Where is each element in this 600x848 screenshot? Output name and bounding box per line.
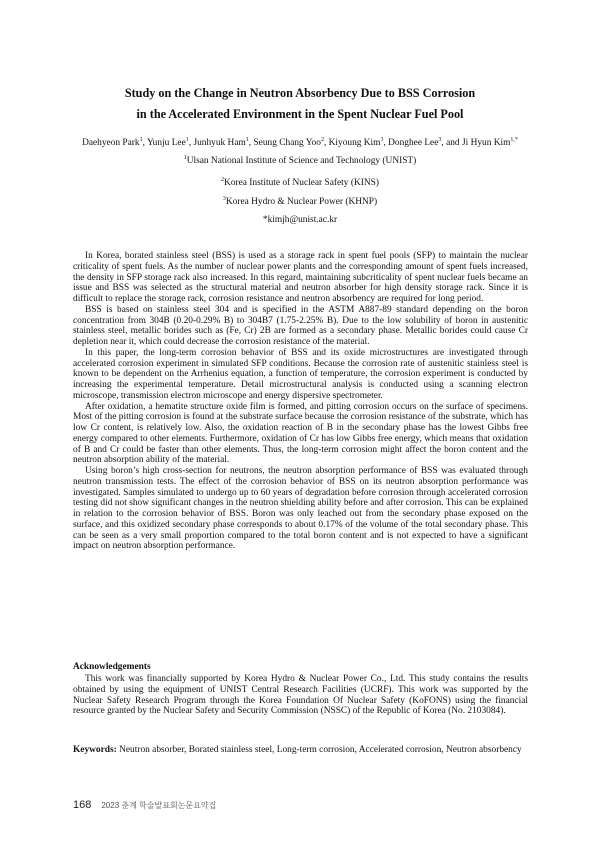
body-paragraph: After oxidation, a hematite structure oxide film is formed, and pitting corrosion occurs on the surface of specimens. Most of the pitting corrosion is found at the substrate surface because the corrosion resistance of the substrate, which has low Cr content, is relatively low. Also, the oxidation reaction of B in the secondary phase has the lowest Gibbs free energy compared to other elements. Furthermore, oxidation of Cr has low Gibbs free energy, which means that oxidation of B and Cr could be faster than other elements. Thus, the long-term corrosion might affect the boron content and the neutron absorption ability of the material. xyxy=(73,401,528,466)
author: Seung Chang Yoo xyxy=(253,138,321,148)
page-footer xyxy=(73,795,216,813)
title-line-1: Study on the Change in Neutron Absorbency Due to BSS Corrosion xyxy=(124,86,476,100)
title-line-2: in the Accelerated Environment in the Spent Nuclear Fuel Pool xyxy=(136,107,464,121)
author: Donghee Lee xyxy=(388,138,439,148)
author-list: Daehyeon Park$^1$, Yunju Lee$^1$, Junhyuk Ham$^1$, Seung Chang Yoo$^2$, Kiyoung Kim$^3$, Donghee Lee$^3$, and Ji Hyun Kim$^{1,*}$ xyxy=(82,136,518,148)
body-paragraph: In this paper, the long-term corrosion behavior of BSS and its oxide microstructures are investigated through accelerated corrosion experiment in simulated SFP conditions. Because the corrosion rate of austenitic stainless steel is known to be dependent on the Arrhenius equation, a function of temperature, the corrosion experiment is conducted by increasing the experimental temperature. Detail microstructural analysis is conducted using a scanning electron microscope, transmission electron microscope and energy dispersive spectrometer. xyxy=(73,347,528,401)
affiliation-text: Korea Hydro & Nuclear Power (KHNP) xyxy=(225,197,378,207)
author: Kiyoung Kim xyxy=(328,138,381,148)
corresponding-email: *kimjh@unist.ac.kr xyxy=(262,215,338,225)
author-affiliation-mark: 1 xyxy=(245,136,249,143)
keywords-text: Neutron absorber, Borated stainless steel, Long-term corrosion, Accelerated corrosion, Neutron absorbency xyxy=(119,745,522,755)
acknowledgements-section xyxy=(73,674,528,717)
body-paragraph: BSS is based on stainless steel 304 and is specified in the ASTM A887-89 standard depending on the boron concentration from 304B (0.20-0.29% B) to 304B7 (1.75-2.25% B). Due to the low solubility of boron in austenitic stainless steel, metallic borides such as (Fe, Cr) 2B are formed as a secondary phase. Metallic borides could cause Cr depletion near it, which could decrease the corrosion resistance of the material. xyxy=(73,304,528,347)
author: Junhyuk Ham xyxy=(193,138,246,148)
affiliation-text: Ulsan National Institute of Science and Technology (UNIST) xyxy=(186,156,417,166)
body-paragraph: Using boron’s high cross-section for neutrons, the neutron absorption performance of BSS was evaluated through neutron transmission tests. The effect of the corrosion behavior of BSS on its neutron absorption performance was investigated. Samples simulated to undergo up to 60 years of degradation before corrosion through accelerated corrosion testing did not show significant changes in the neutron shielding ability before and after corrosion. This can be explained in relation to the corrosion behavior of BSS. Boron was only leached out from the secondary phase exposed on the surface, and this oxidized secondary phase corresponds to about 0.17% of the volume of the total secondary phase. This can be seen as a very small proportion compared to the total boron content and is not expected to have a significant impact on neutron absorption performance. xyxy=(73,466,528,552)
affiliation xyxy=(60,177,540,189)
paper-title xyxy=(60,83,540,125)
author-affiliation-mark: 1 xyxy=(185,136,189,143)
affiliation xyxy=(60,155,540,167)
affiliation-text: Korea Institute of Nuclear Safety (KINS) xyxy=(224,178,379,188)
author-affiliation-mark: 3 xyxy=(438,136,442,143)
acknowledgements-text: This work was financially supported by Korea Hydro & Nuclear Power Co., Ltd. This study contains the results obtained by using the equipment of UNIST Central Research Facilities (UCRF). This work was supported by the Nuclear Safety Research Program through the Korea Foundation Of Nuclear Safety (KoFONS) using the financial resource granted by the Nuclear Safety and Security Commission (NSSC) of the Republic of Korea (No. 2103084). xyxy=(73,674,528,717)
keywords-section xyxy=(73,745,528,756)
author-affiliation-mark: 2 xyxy=(320,136,324,143)
author: Ji Hyun Kim xyxy=(461,138,511,148)
abstract-body xyxy=(73,251,528,552)
keywords-label: Keywords: xyxy=(73,745,117,755)
author-affiliation-mark: 1,* xyxy=(510,136,518,143)
footer-text: 2023 춘계 학술발표회논문요약집 xyxy=(101,801,217,810)
body-paragraph: In Korea, borated stainless steel (BSS) is used as a storage rack in spent fuel pools (SFP) to maintain the nuclear criticality of spent fuels. As the number of nuclear power plants and the corresponding amount of spent fuels increased, the density in SFP storage rack also increased. In this regard, maintaining subcriticality of spent nuclear fuels became an issue and BSS was selected as the structural material and neutron absorber for high density storage rack. Since it is difficult to replace the storage rack, corrosion resistance and neutron absorbency are required for long period. xyxy=(73,251,528,304)
affiliation xyxy=(60,196,540,208)
affiliation-mark: 3 xyxy=(222,195,226,202)
author-affiliation-mark: 1 xyxy=(139,136,143,143)
page-number: 168 xyxy=(73,799,92,811)
affiliation-mark: 2 xyxy=(221,176,225,183)
author: Daehyeon Park xyxy=(82,138,140,148)
acknowledgements-heading: Acknowledgements xyxy=(73,662,151,672)
author-affiliation-mark: 3 xyxy=(380,136,384,143)
affiliation-mark: 1 xyxy=(183,154,187,161)
author: Yunju Lee xyxy=(146,138,186,148)
